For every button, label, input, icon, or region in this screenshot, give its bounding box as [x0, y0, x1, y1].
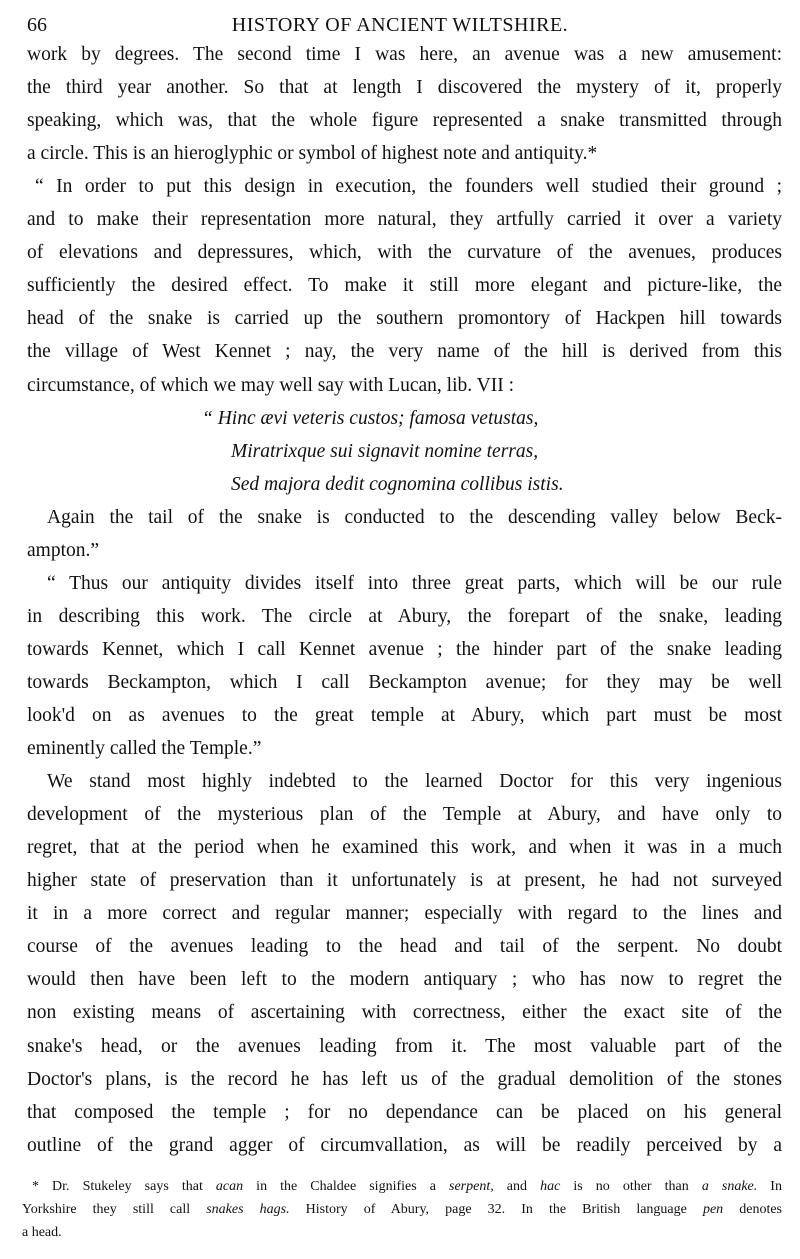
text-line: that composed the temple ; for no dependance can be placed on his general	[27, 1101, 782, 1123]
poem-line: Sed majora dedit cognomina collibus istis.	[231, 473, 564, 495]
footnote-text: and	[493, 1179, 541, 1194]
text-line: towards Beckampton, which I call Beckampton avenue; for they may be well	[27, 671, 782, 693]
footnote-text: In	[757, 1179, 782, 1194]
italic-term: snakes hags.	[206, 1202, 290, 1217]
text-line: eminently called the Temple.”	[27, 738, 262, 760]
text-line: work by degrees. The second time I was here, an avenue was a new amusement:	[27, 44, 782, 65]
text-line: We stand most highly indebted to the learned Doctor for this very ingenious	[47, 771, 782, 793]
running-title: HISTORY OF ANCIENT WILTSHIRE.	[231, 14, 569, 36]
text-line: it in a more correct and regular manner; especially with regard to the lines and	[27, 903, 782, 925]
footnote-text: is no other than	[560, 1179, 702, 1194]
italic-term: serpent,	[449, 1179, 494, 1194]
text-line: the village of West Kennet ; nay, the very name of the hill is derived from this	[27, 341, 782, 363]
footnote-line	[32, 1176, 782, 1198]
text-line: regret, that at the period when he examined this work, and when it was in a much	[27, 837, 782, 859]
italic-term: a snake.	[701, 1179, 758, 1194]
italic-term: hac	[540, 1179, 561, 1194]
text-line: look'd on as avenues to the great temple at Abury, which part must be most	[27, 705, 782, 726]
text-line: snake's head, or the avenues leading from it. The most valuable part of the	[27, 1035, 782, 1057]
text-line: higher state of preservation than it unfortunately is at present, he had not surveyed	[27, 870, 782, 892]
text-line: of elevations and depressures, which, with the curvature of the avenues, produces	[27, 242, 782, 264]
text-line: Doctor's plans, is the record he has left us of the gradual demolition of the stones	[27, 1068, 782, 1090]
footnote-text: Yorkshire they still call	[22, 1202, 207, 1217]
footnote-text: History of Abury, page 32. In the British language	[289, 1202, 703, 1217]
text-line: “ In order to put this design in execution, the founders well studied their ground ;	[35, 176, 782, 198]
text-line: speaking, which was, that the whole figure represented a snake transmitted through	[27, 110, 782, 132]
footnote-text: * Dr. Stukeley says that	[32, 1179, 216, 1194]
text-line: Again the tail of the snake is conducted to the descending valley below Beck-	[47, 506, 782, 528]
text-line: a circle. This is an hieroglyphic or symbol of highest note and antiquity.*	[27, 143, 598, 165]
footnote-text: in the Chaldee signifies a	[243, 1179, 450, 1194]
poem-line: Miratrixque sui signavit nomine terras,	[231, 440, 539, 462]
text-line: ampton.”	[27, 539, 100, 561]
text-line: towards Kennet, which I call Kennet avenue ; the hinder part of the snake leading	[27, 638, 782, 660]
text-line: the third year another. So that at length I discovered the mystery of it, properly	[27, 77, 782, 99]
footnote-line	[22, 1222, 782, 1244]
text-line: circumstance, of which we may well say with Lucan, lib. VII :	[27, 374, 514, 396]
text-line: sufficiently the desired effect. To make it still more elegant and picture-like, the	[27, 275, 782, 297]
footnote-text: denotes	[723, 1202, 782, 1217]
text-line: would then have been left to the modern antiquary ; who has now to regret the	[27, 969, 782, 991]
italic-term: acan	[215, 1179, 244, 1194]
text-line: course of the avenues leading to the head and tail of the serpent. No doubt	[27, 936, 782, 958]
text-line: “ Thus our antiquity divides itself into three great parts, which will be our rule	[47, 572, 782, 594]
text-line: outline of the grand agger of circumvallation, as will be readily perceived by a	[27, 1134, 782, 1156]
page-number: 66	[27, 14, 47, 36]
text-line: head of the snake is carried up the southern promontory of Hackpen hill towards	[27, 308, 782, 330]
italic-term: pen	[702, 1202, 724, 1217]
text-line: non existing means of ascertaining with correctness, either the exact site of the	[27, 1002, 782, 1024]
footnote-text: a head.	[22, 1225, 62, 1240]
text-line: development of the mysterious plan of the Temple at Abury, and have only to	[27, 804, 782, 826]
text-line: in describing this work. The circle at Abury, the forepart of the snake, leading	[27, 605, 782, 627]
footnote-line	[22, 1199, 782, 1221]
poem-line: “ Hinc ævi veteris custos; famosa vetustas,	[202, 407, 539, 429]
text-line: and to make their representation more natural, they artfully carried it over a variety	[27, 209, 782, 231]
